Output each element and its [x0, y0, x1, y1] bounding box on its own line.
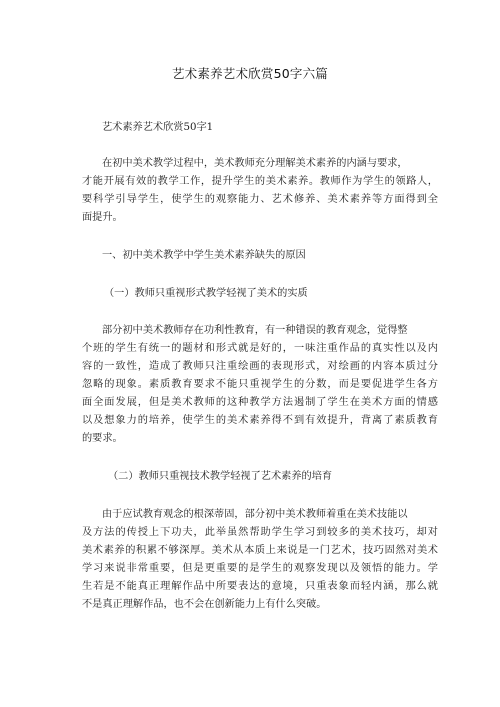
paragraph3-line-3: 美术素养的积累不够深厚。美术从本质上来说是一门艺术，技巧固然对美术 — [82, 545, 438, 556]
section-heading-1: 一、初中美术教学中学生美术素养缺失的原因 — [102, 250, 306, 261]
paragraph1-line-2: 才能开展有效的教学工作，提升学生的美术素养。教师作为学生的领路人， — [82, 176, 438, 187]
paragraph1-line-1: 在初中美术教学过程中，美术教师充分理解美术素养的内涵与要求， — [102, 158, 408, 169]
document-subtitle: 艺术素养艺术欣赏50字1 — [102, 122, 214, 133]
paragraph2-line-1: 部分初中美术教师存在功利性教育，有一种错误的教育观念，觉得整 — [102, 325, 408, 336]
paragraph1-line-4: 面提升。 — [82, 212, 123, 223]
subsection-heading-1: （一）教师只重视形式教学轻视了美术的实质 — [104, 288, 308, 299]
document-title: 艺术素养艺术欣赏50字六篇 — [171, 66, 328, 81]
paragraph3-line-2: 及方法的传授上下功夫，此举虽然帮助学生学习到较多的美术技巧，却对 — [82, 527, 438, 538]
paragraph2-line-3: 容的一致性，造成了教师只注重绘画的表现形式，对绘画的内容本质过分 — [82, 361, 438, 372]
paragraph2-line-6: 以及想象力的培养，使学生的美术素养得不到有效提升，背离了素质教育 — [82, 415, 438, 426]
paragraph3-line-6: 不是真正理解作品，也不会在创新能力上有什么突破。 — [82, 599, 327, 610]
paragraph2-line-2: 个班的学生有统一的题材和形式就是好的，一味注重作品的真实性以及内 — [82, 343, 438, 354]
paragraph3-line-1: 由于应试教育观念的根深蒂固，部分初中美术教师着重在美术技能以 — [102, 509, 408, 520]
subsection-heading-2: （二）教师只重视技术教学轻视了艺术素养的培育 — [108, 471, 333, 482]
paragraph1-line-3: 要科学引导学生，使学生的观察能力、艺术修养、美术素养等方面得到全 — [82, 194, 438, 205]
paragraph3-line-5: 生若是不能真正理解作品中所要表达的意境，只重表象而轻内涵，那么就 — [82, 581, 438, 592]
paragraph2-line-4: 忽略的现象。素质教育要求不能只重视学生的分数，而是要促进学生各方 — [82, 379, 438, 390]
paragraph2-line-7: 的要求。 — [82, 433, 123, 444]
paragraph2-line-5: 面全面发展，但是美术教师的这种教学方法遏制了学生在美术方面的情感 — [82, 397, 438, 408]
paragraph3-line-4: 学习来说非常重要，但是更重要的是学生的观察发现以及领悟的能力。学 — [82, 563, 438, 574]
